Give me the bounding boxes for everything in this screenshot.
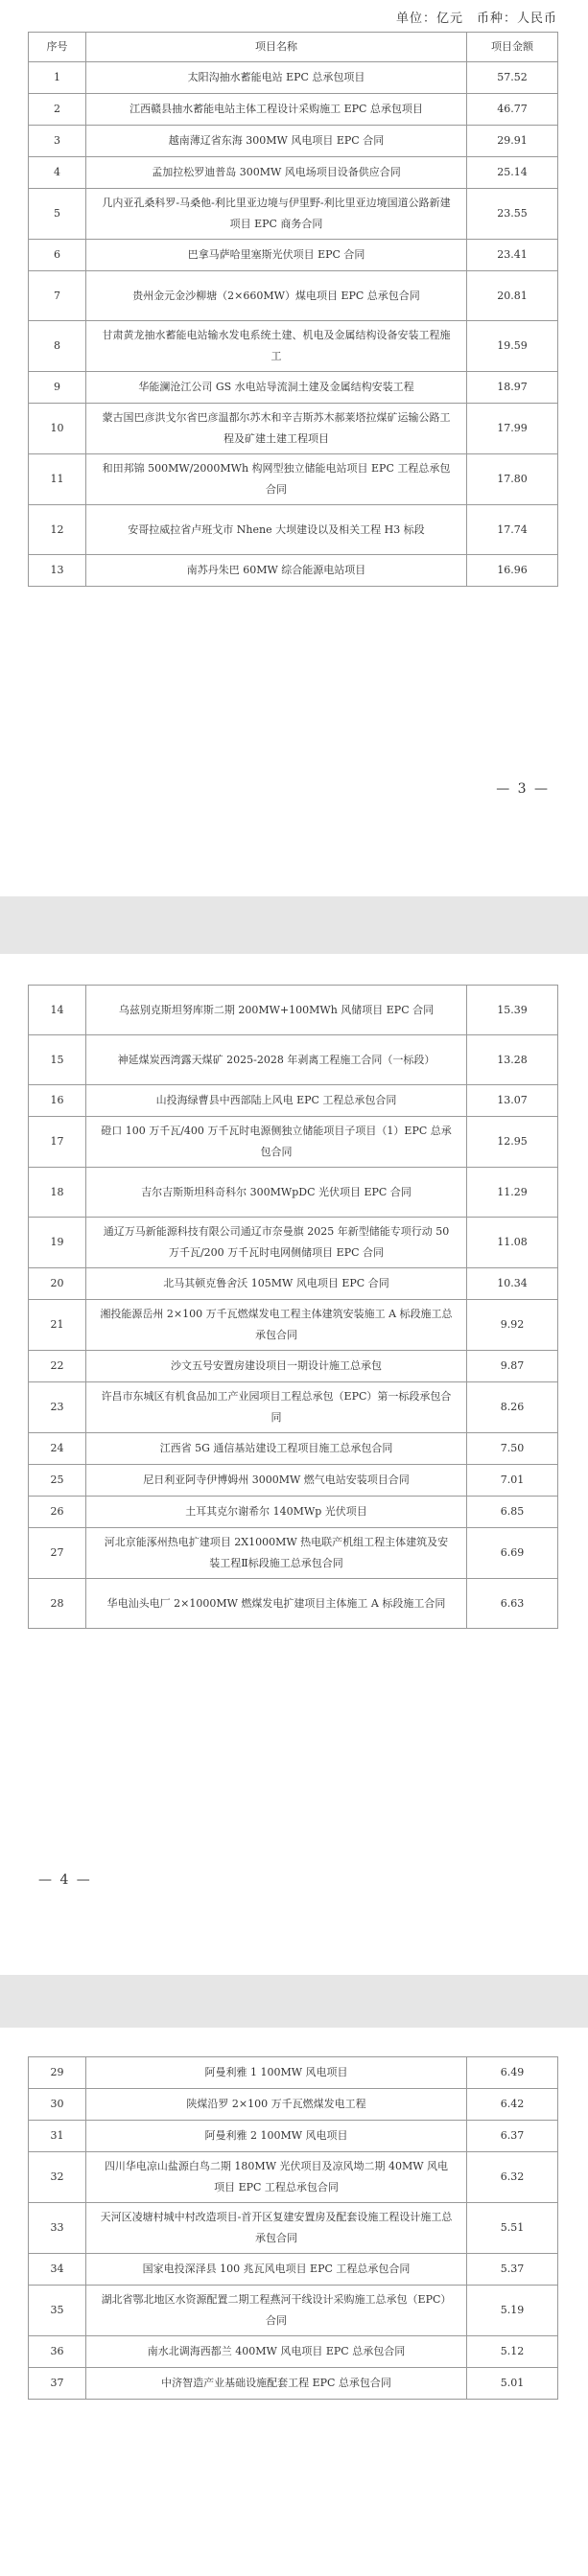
project-name: 神延煤炭西湾露天煤矿 2025-2028 年剥离工程施工合同（一标段） (86, 1035, 467, 1085)
page-4 (0, 954, 588, 1975)
page-number: — 4 — (38, 1872, 92, 1888)
row-number: 17 (29, 1117, 86, 1168)
row-number: 11 (29, 454, 86, 505)
table-row (29, 189, 558, 240)
row-number: 33 (29, 2203, 86, 2254)
table-row (29, 2336, 558, 2368)
project-name: 贵州金元金沙柳塘（2×660MW）煤电项目 EPC 总承包合同 (86, 271, 467, 321)
project-name: 许昌市东城区有机食品加工产业园项目工程总承包（EPC）第一标段承包合同 (86, 1382, 467, 1433)
project-name: 沙文五号安置房建设项目一期设计施工总承包 (86, 1351, 467, 1382)
project-amount: 57.52 (467, 62, 558, 94)
project-amount: 46.77 (467, 94, 558, 126)
project-name: 越南薄辽省东海 300MW 风电项目 EPC 合同 (86, 126, 467, 157)
row-number: 24 (29, 1433, 86, 1465)
project-amount: 6.32 (467, 2152, 558, 2203)
project-name: 和田邦锦 500MW/2000MWh 构网型独立储能电站项目 EPC 工程总承包合同 (86, 454, 467, 505)
row-number: 20 (29, 1268, 86, 1300)
col-amount-header: 项目金额 (467, 33, 558, 62)
project-amount: 17.99 (467, 404, 558, 454)
table-row (29, 1300, 558, 1351)
project-name: 安哥拉威拉省卢班戈市 Nhene 大坝建设以及相关工程 H3 标段 (86, 505, 467, 555)
project-name: 山投海绿曹县中西部陆上风电 EPC 工程总承包合同 (86, 1085, 467, 1117)
row-number: 1 (29, 62, 86, 94)
project-amount: 10.34 (467, 1268, 558, 1300)
row-number: 31 (29, 2121, 86, 2152)
project-amount: 13.07 (467, 1085, 558, 1117)
table-header-row (29, 33, 558, 62)
project-amount: 5.51 (467, 2203, 558, 2254)
unit-label: 单位：亿元 (395, 12, 463, 26)
row-number: 10 (29, 404, 86, 454)
row-number: 29 (29, 2057, 86, 2089)
row-number: 21 (29, 1300, 86, 1351)
table-row (29, 94, 558, 126)
table-row (29, 1382, 558, 1433)
table-row (29, 2089, 558, 2121)
table-row (29, 321, 558, 372)
row-number: 12 (29, 505, 86, 555)
table-row (29, 372, 558, 404)
project-name: 南水北调海西都兰 400MW 风电项目 EPC 总承包合同 (86, 2336, 467, 2368)
page-gap (0, 896, 588, 954)
project-amount: 6.37 (467, 2121, 558, 2152)
project-name: 河北京能涿州热电扩建项目 2X1000MW 热电联产机组工程主体建筑及安装工程Ⅱ标段施工总承包合同 (86, 1528, 467, 1579)
page-number: — 3 — (496, 781, 550, 797)
project-amount: 9.87 (467, 1351, 558, 1382)
project-name: 南苏丹朱巴 60MW 综合能源电站项目 (86, 555, 467, 587)
table-row (29, 271, 558, 321)
project-name: 尼日利亚阿寺伊博姆州 3000MW 燃气电站安装项目合同 (86, 1465, 467, 1497)
project-amount: 12.95 (467, 1117, 558, 1168)
table-row (29, 1168, 558, 1218)
table-row (29, 1579, 558, 1629)
table-row (29, 1035, 558, 1085)
project-table-page-3 (28, 32, 558, 587)
page-5 (0, 2028, 588, 2576)
project-amount: 29.91 (467, 126, 558, 157)
table-row (29, 1433, 558, 1465)
row-number: 13 (29, 555, 86, 587)
project-amount: 9.92 (467, 1300, 558, 1351)
project-name: 阿曼利雅 1 100MW 风电项目 (86, 2057, 467, 2089)
table-row (29, 2057, 558, 2089)
project-amount: 8.26 (467, 1382, 558, 1433)
table-row (29, 1268, 558, 1300)
project-amount: 6.42 (467, 2089, 558, 2121)
row-number: 16 (29, 1085, 86, 1117)
table-row (29, 1117, 558, 1168)
table-row (29, 986, 558, 1035)
row-number: 5 (29, 189, 86, 240)
row-number: 26 (29, 1497, 86, 1528)
row-number: 14 (29, 986, 86, 1035)
project-amount: 11.08 (467, 1218, 558, 1268)
project-name: 湖北省鄂北地区水资源配置二期工程燕河干线设计采购施工总承包（EPC）合同 (86, 2286, 467, 2336)
row-number: 8 (29, 321, 86, 372)
project-name: 四川华电凉山盐源白鸟二期 180MW 光伏项目及凉风坳二期 40MW 风电项目 EPC 工程总承包合同 (86, 2152, 467, 2203)
row-number: 4 (29, 157, 86, 189)
table-row (29, 2368, 558, 2400)
row-number: 35 (29, 2286, 86, 2336)
project-amount: 15.39 (467, 986, 558, 1035)
project-amount: 6.85 (467, 1497, 558, 1528)
project-name: 江西省 5G 通信基站建设工程项目施工总承包合同 (86, 1433, 467, 1465)
row-number: 2 (29, 94, 86, 126)
page-gap (0, 1975, 588, 2028)
project-name: 江西赣县抽水蓄能电站主体工程设计采购施工 EPC 总承包项目 (86, 94, 467, 126)
project-amount: 7.01 (467, 1465, 558, 1497)
table-row (29, 1497, 558, 1528)
project-amount: 5.37 (467, 2254, 558, 2286)
project-amount: 20.81 (467, 271, 558, 321)
project-name: 几内亚孔桑科罗-马桑他-利比里亚边境与伊里野-利比里亚边境国道公路新建项目 EPC 商务合同 (86, 189, 467, 240)
project-name: 磴口 100 万千瓦/400 万千瓦时电源侧独立储能项目子项目（1）EPC 总承包合同 (86, 1117, 467, 1168)
project-amount: 5.19 (467, 2286, 558, 2336)
row-number: 9 (29, 372, 86, 404)
project-name: 孟加拉松罗迪普岛 300MW 风电场项目设备供应合同 (86, 157, 467, 189)
col-name-header: 项目名称 (86, 33, 467, 62)
row-number: 7 (29, 271, 86, 321)
table-row (29, 126, 558, 157)
project-amount: 17.74 (467, 505, 558, 555)
project-name: 太阳沟抽水蓄能电站 EPC 总承包项目 (86, 62, 467, 94)
table-row (29, 555, 558, 587)
project-table-page-4 (28, 985, 558, 1629)
table-row (29, 62, 558, 94)
row-number: 22 (29, 1351, 86, 1382)
row-number: 30 (29, 2089, 86, 2121)
project-name: 天河区凌塘村城中村改造项目-首开区复建安置房及配套设施工程设计施工总承包合同 (86, 2203, 467, 2254)
table-row (29, 404, 558, 454)
table-row (29, 454, 558, 505)
col-no-header: 序号 (29, 33, 86, 62)
row-number: 23 (29, 1382, 86, 1433)
table-row (29, 1085, 558, 1117)
project-amount: 16.96 (467, 555, 558, 587)
project-name: 阿曼利雅 2 100MW 风电项目 (86, 2121, 467, 2152)
row-number: 19 (29, 1218, 86, 1268)
table-row (29, 1465, 558, 1497)
table-row (29, 1218, 558, 1268)
row-number: 28 (29, 1579, 86, 1629)
project-name: 国家电投深泽县 100 兆瓦风电项目 EPC 工程总承包合同 (86, 2254, 467, 2286)
row-number: 36 (29, 2336, 86, 2368)
unit-line (383, 8, 557, 26)
row-number: 18 (29, 1168, 86, 1218)
project-name: 巴拿马萨哈里塞斯光伏项目 EPC 合同 (86, 240, 467, 271)
project-name: 蒙古国巴彦洪戈尔省巴彦温都尔苏木和辛吉斯苏木郝莱塔拉煤矿运输公路工程及矿建土建工程项目 (86, 404, 467, 454)
project-amount: 7.50 (467, 1433, 558, 1465)
table-row (29, 2254, 558, 2286)
table-row (29, 1528, 558, 1579)
project-name: 华能澜沧江公司 GS 水电站导流洞土建及金属结构安装工程 (86, 372, 467, 404)
currency-label: 币种：人民币 (476, 12, 557, 26)
project-amount: 23.55 (467, 189, 558, 240)
project-amount: 23.41 (467, 240, 558, 271)
project-amount: 25.14 (467, 157, 558, 189)
project-name: 中济智造产业基础设施配套工程 EPC 总承包合同 (86, 2368, 467, 2400)
table-row (29, 240, 558, 271)
table-row (29, 2286, 558, 2336)
table-row (29, 2152, 558, 2203)
table-row (29, 505, 558, 555)
project-name: 吉尔吉斯斯坦科奇科尔 300MWpDC 光伏项目 EPC 合同 (86, 1168, 467, 1218)
table-row (29, 2121, 558, 2152)
project-amount: 13.28 (467, 1035, 558, 1085)
project-name: 湘投能源岳州 2×100 万千瓦燃煤发电工程主体建筑安装施工 A 标段施工总承包合同 (86, 1300, 467, 1351)
project-amount: 6.49 (467, 2057, 558, 2089)
project-amount: 6.69 (467, 1528, 558, 1579)
row-number: 15 (29, 1035, 86, 1085)
row-number: 34 (29, 2254, 86, 2286)
page-3 (0, 0, 588, 896)
project-name: 通辽万马新能源科技有限公司通辽市奈曼旗 2025 年新型储能专项行动 50 万千瓦/200 万千瓦时电网侧储项目 EPC 合同 (86, 1218, 467, 1268)
project-name: 甘肃黄龙抽水蓄能电站输水发电系统土建、机电及金属结构设备安装工程施工 (86, 321, 467, 372)
row-number: 3 (29, 126, 86, 157)
project-name: 土耳其克尔谢希尔 140MWp 光伏项目 (86, 1497, 467, 1528)
project-amount: 6.63 (467, 1579, 558, 1629)
row-number: 37 (29, 2368, 86, 2400)
row-number: 6 (29, 240, 86, 271)
project-name: 北马其顿克鲁舍沃 105MW 风电项目 EPC 合同 (86, 1268, 467, 1300)
table-row (29, 157, 558, 189)
project-amount: 5.01 (467, 2368, 558, 2400)
project-amount: 5.12 (467, 2336, 558, 2368)
project-name: 陕煤沿罗 2×100 万千瓦燃煤发电工程 (86, 2089, 467, 2121)
project-name: 华电汕头电厂 2×1000MW 燃煤发电扩建项目主体施工 A 标段施工合同 (86, 1579, 467, 1629)
project-amount: 18.97 (467, 372, 558, 404)
row-number: 27 (29, 1528, 86, 1579)
project-table-page-5 (28, 2056, 558, 2400)
table-row (29, 2203, 558, 2254)
row-number: 25 (29, 1465, 86, 1497)
project-amount: 17.80 (467, 454, 558, 505)
row-number: 32 (29, 2152, 86, 2203)
project-amount: 11.29 (467, 1168, 558, 1218)
project-amount: 19.59 (467, 321, 558, 372)
table-row (29, 1351, 558, 1382)
project-name: 乌兹别克斯坦努库斯二期 200MW+100MWh 风储项目 EPC 合同 (86, 986, 467, 1035)
